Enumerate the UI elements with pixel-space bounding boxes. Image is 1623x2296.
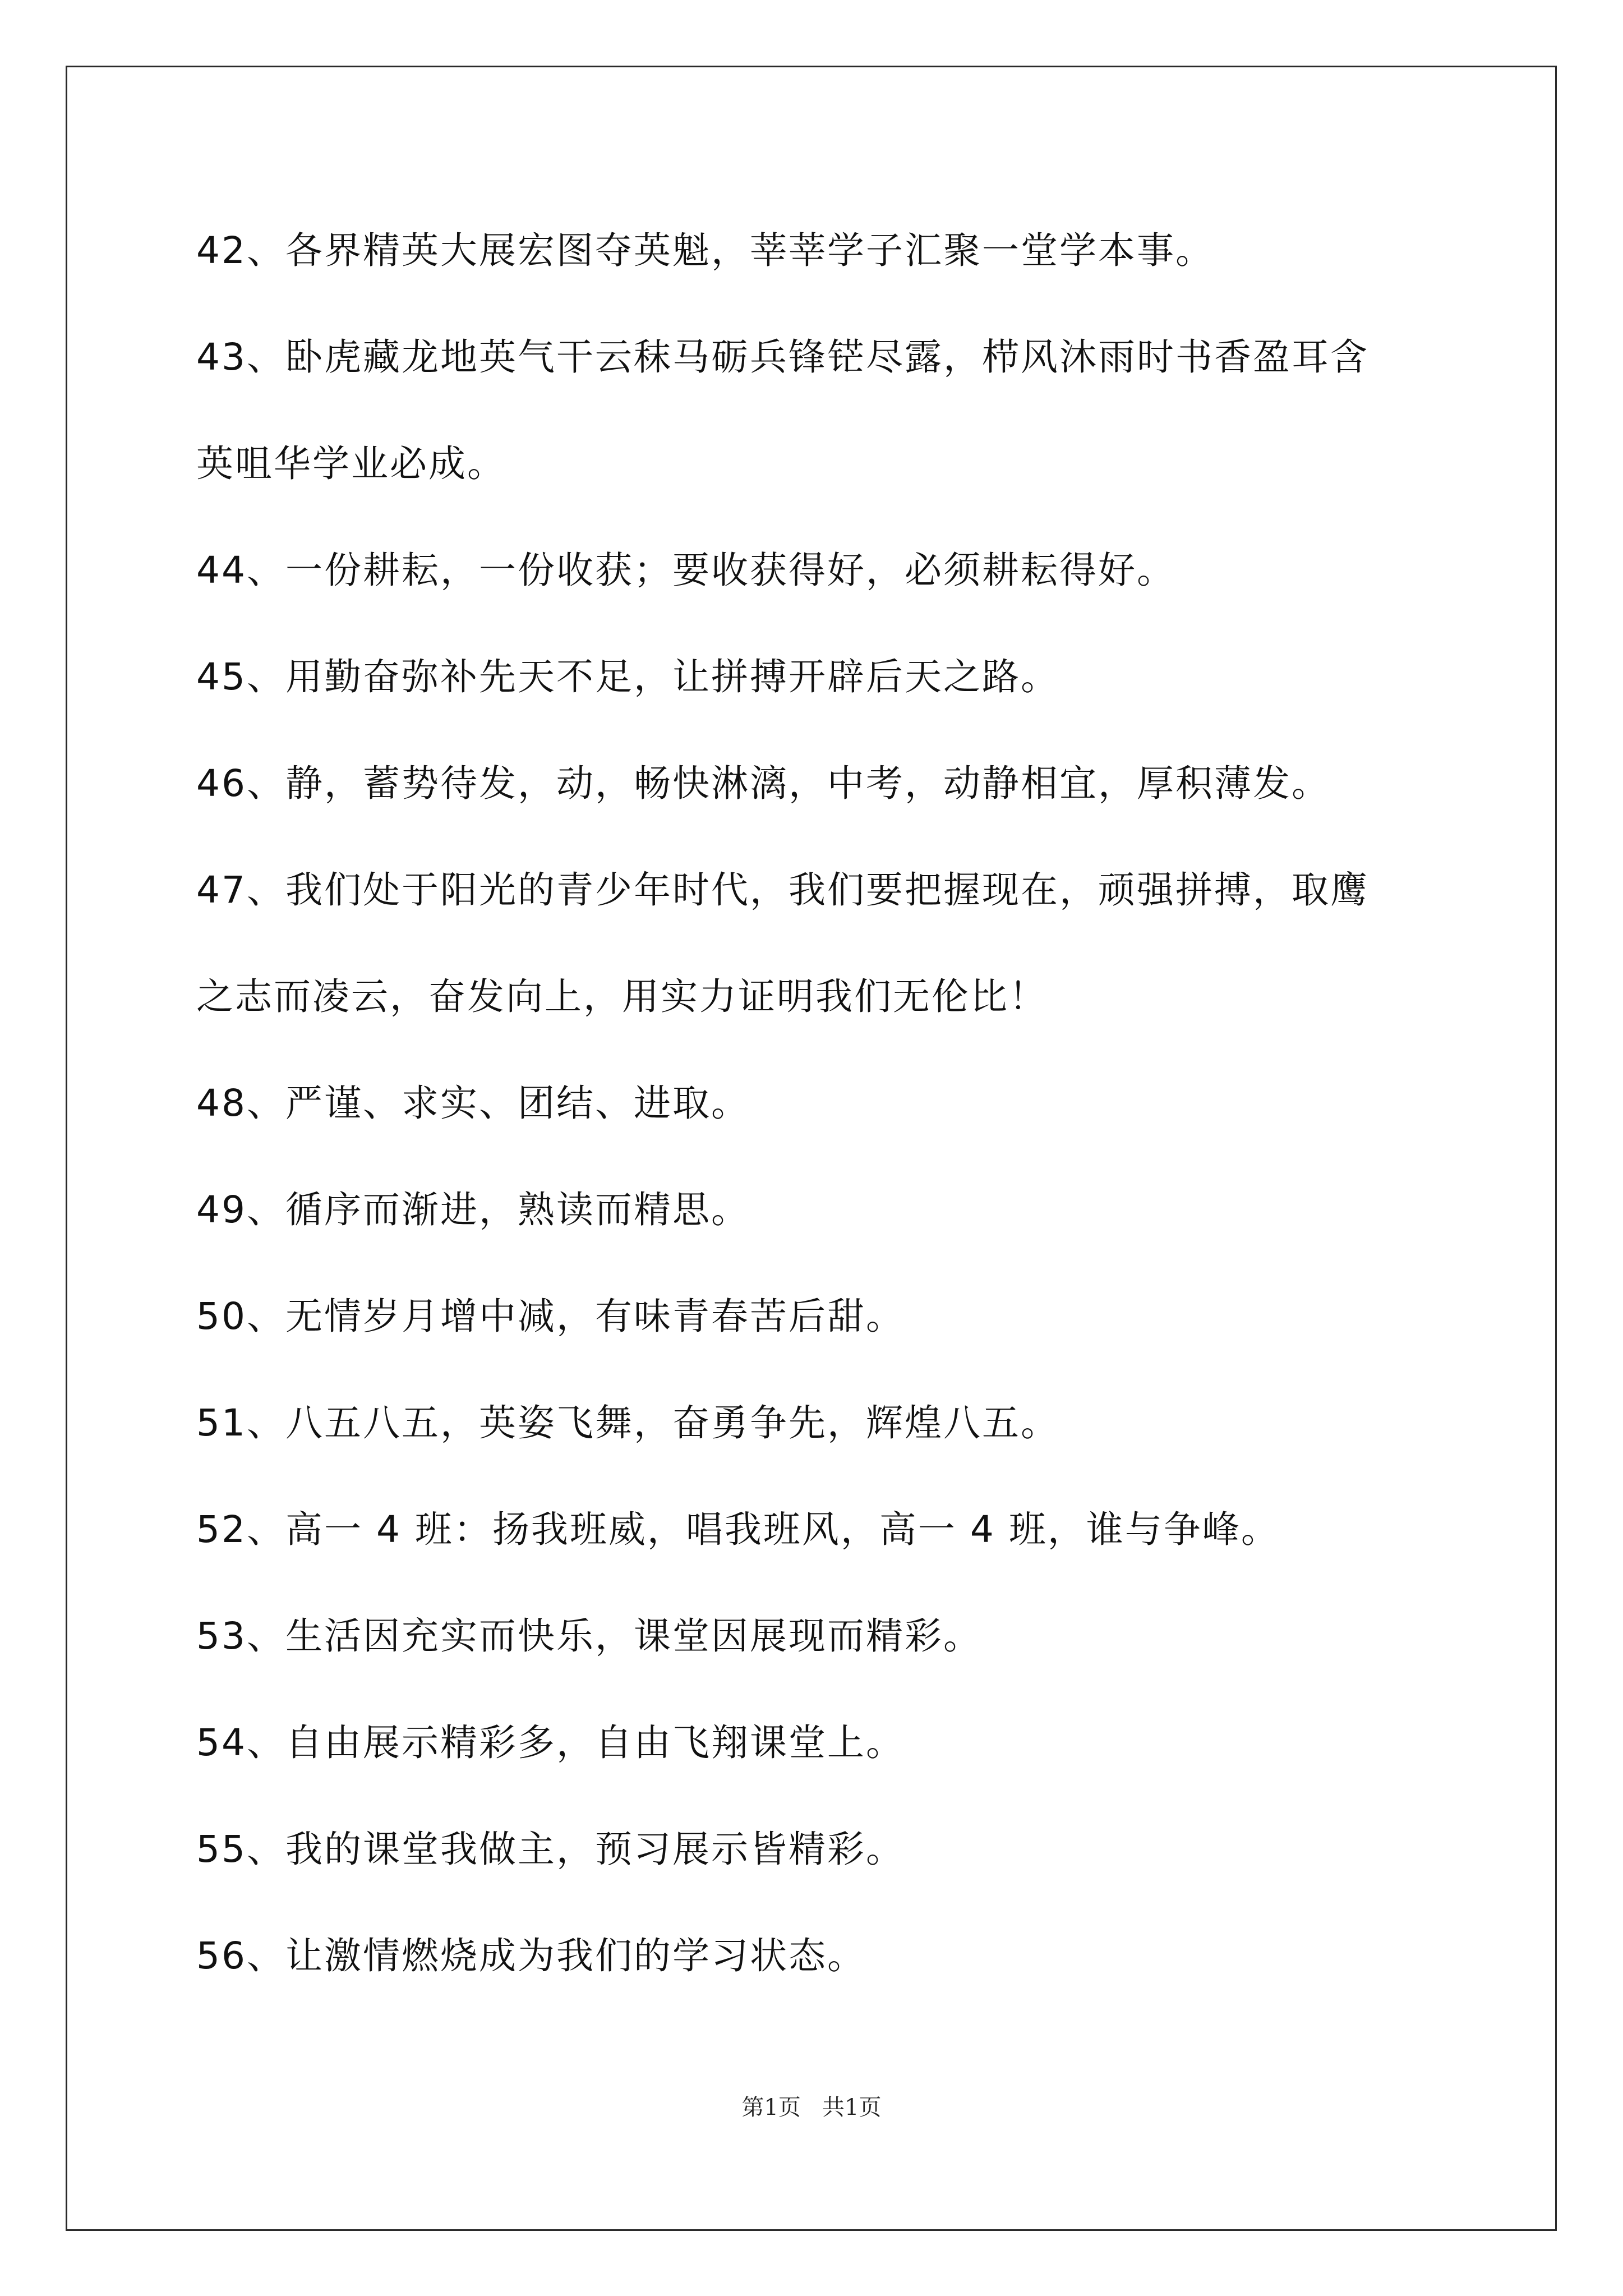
text-line: 55、我的课堂我做主，预习展示皆精彩。 (196, 1828, 905, 1871)
text-line: 51、八五八五，英姿飞舞，奋勇争先，辉煌八五。 (196, 1401, 1059, 1444)
text-line: 47、我们处于阳光的青少年时代，我们要把握现在，顽强拼搏，取鹰 (196, 868, 1369, 912)
text-line: 48、严谨、求实、团结、进取。 (196, 1082, 750, 1125)
text-line: 44、一份耕耘，一份收获；要收获得好，必须耕耘得好。 (196, 549, 1175, 592)
text-line: 53、生活因充实而快乐，课堂因展现而精彩。 (196, 1614, 982, 1658)
text-line: 45、用勤奋弥补先天不足，让拼搏开辟后天之路。 (196, 655, 1059, 698)
text-line: 49、循序而渐进，熟读而精思。 (196, 1188, 750, 1231)
text-line: 46、静，蓄势待发，动，畅快淋漓，中考，动静相宜，厚积薄发。 (196, 762, 1330, 805)
text-line: 43、卧虎藏龙地英气干云秣马砺兵锋铓尽露，栉风沐雨时书香盈耳含 (196, 335, 1369, 379)
text-line: 之志而凌云，奋发向上，用实力证明我们无伦比！ (196, 975, 1048, 1018)
document-body (196, 220, 1430, 2032)
text-line: 56、让激情燃烧成为我们的学习状态。 (196, 1934, 866, 1977)
text-line: 42、各界精英大展宏图夺英魁，莘莘学子汇聚一堂学本事。 (196, 229, 1214, 272)
page-footer (0, 2090, 1623, 2122)
page-number: 第1页 共1页 (741, 2095, 882, 2120)
text-line: 52、高一 4 班：扬我班威，唱我班风，高一 4 班，谁与争峰。 (196, 1508, 1280, 1551)
text-line: 54、自由展示精彩多，自由飞翔课堂上。 (196, 1721, 905, 1764)
text-line: 英咀华学业必成。 (196, 442, 506, 485)
text-line: 50、无情岁月增中减，有味青春苦后甜。 (196, 1295, 905, 1338)
